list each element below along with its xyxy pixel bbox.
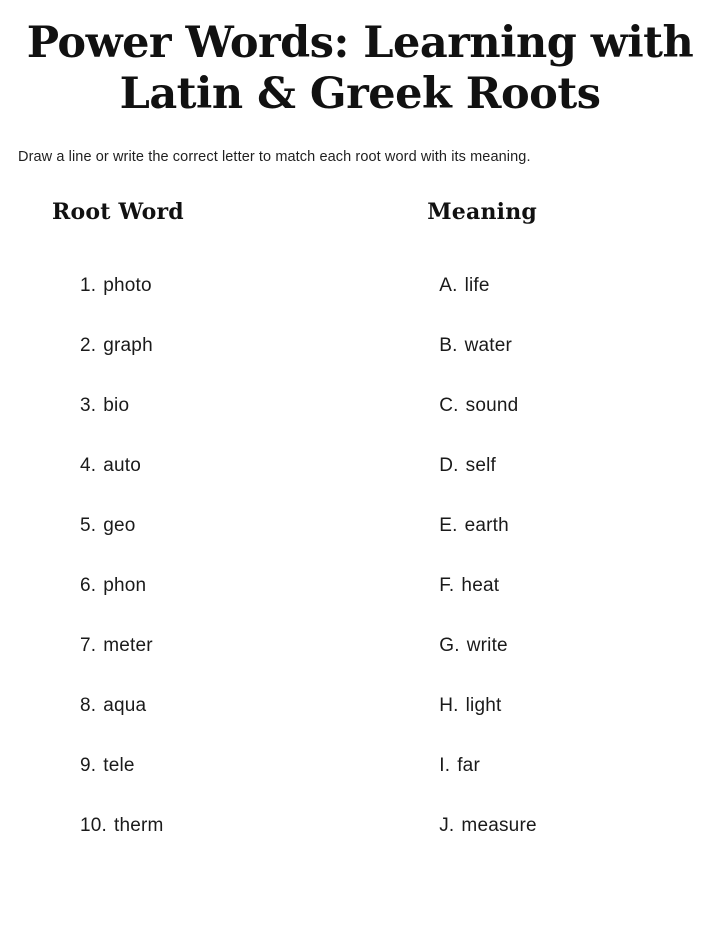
item-label: phon	[103, 574, 147, 596]
item-label: write	[466, 634, 508, 656]
item-label: sound	[465, 394, 519, 416]
list-item[interactable]	[417, 495, 706, 555]
matching-columns	[14, 199, 706, 855]
list-item[interactable]	[417, 375, 706, 435]
item-label: bio	[103, 394, 130, 416]
item-label: graph	[103, 334, 153, 356]
list-item[interactable]	[40, 735, 339, 795]
item-number: 3.	[80, 394, 97, 416]
item-number: 9.	[80, 754, 97, 776]
item-label: far	[457, 754, 480, 776]
list-item[interactable]	[417, 615, 706, 675]
list-item[interactable]	[40, 615, 339, 675]
item-letter: C.	[439, 394, 459, 416]
list-item[interactable]	[40, 555, 339, 615]
item-number: 10.	[80, 814, 108, 836]
list-item[interactable]	[40, 255, 339, 315]
list-item[interactable]	[40, 315, 339, 375]
item-label: life	[464, 274, 490, 296]
item-label: self	[465, 454, 497, 476]
list-item[interactable]	[417, 795, 706, 855]
meaning-column	[339, 199, 706, 855]
item-number: 6.	[80, 574, 97, 596]
item-label: meter	[103, 634, 153, 656]
item-number: 1.	[80, 274, 97, 296]
meaning-heading: Meaning	[427, 199, 537, 226]
item-number: 5.	[80, 514, 97, 536]
item-letter: I.	[439, 754, 451, 776]
list-item[interactable]	[417, 675, 706, 735]
list-item[interactable]	[417, 435, 706, 495]
item-label: therm	[114, 814, 164, 836]
item-label: geo	[103, 514, 136, 536]
item-number: 4.	[80, 454, 97, 476]
item-label: photo	[103, 274, 152, 296]
item-label: tele	[103, 754, 135, 776]
item-label: aqua	[103, 694, 147, 716]
item-letter: J.	[439, 814, 455, 836]
list-item[interactable]	[417, 315, 706, 375]
item-label: light	[465, 694, 502, 716]
item-number: 2.	[80, 334, 97, 356]
list-item[interactable]	[40, 375, 339, 435]
item-label: measure	[461, 814, 537, 836]
item-label: heat	[461, 574, 500, 596]
item-letter: D.	[439, 454, 459, 476]
list-item[interactable]	[417, 555, 706, 615]
item-letter: B.	[439, 334, 458, 356]
list-item[interactable]	[40, 675, 339, 735]
item-label: auto	[103, 454, 142, 476]
root-word-column	[14, 199, 339, 855]
instructions-text: Draw a line or write the correct letter to match each root word with its meaning.	[18, 149, 531, 166]
root-word-heading: Root Word	[52, 199, 184, 226]
item-letter: H.	[439, 694, 459, 716]
list-item[interactable]	[40, 495, 339, 555]
meaning-list	[417, 255, 706, 855]
list-item[interactable]	[417, 735, 706, 795]
item-number: 8.	[80, 694, 97, 716]
list-item[interactable]	[40, 435, 339, 495]
item-letter: G.	[439, 634, 460, 656]
item-letter: E.	[439, 514, 458, 536]
root-word-list	[40, 255, 339, 855]
item-label: water	[464, 334, 513, 356]
item-letter: A.	[439, 274, 458, 296]
item-label: earth	[464, 514, 509, 536]
list-item[interactable]	[417, 255, 706, 315]
list-item[interactable]	[40, 795, 339, 855]
item-number: 7.	[80, 634, 97, 656]
page-title: Power Words: Learning with Latin & Greek Roots	[26, 18, 694, 119]
item-letter: F.	[439, 574, 455, 596]
